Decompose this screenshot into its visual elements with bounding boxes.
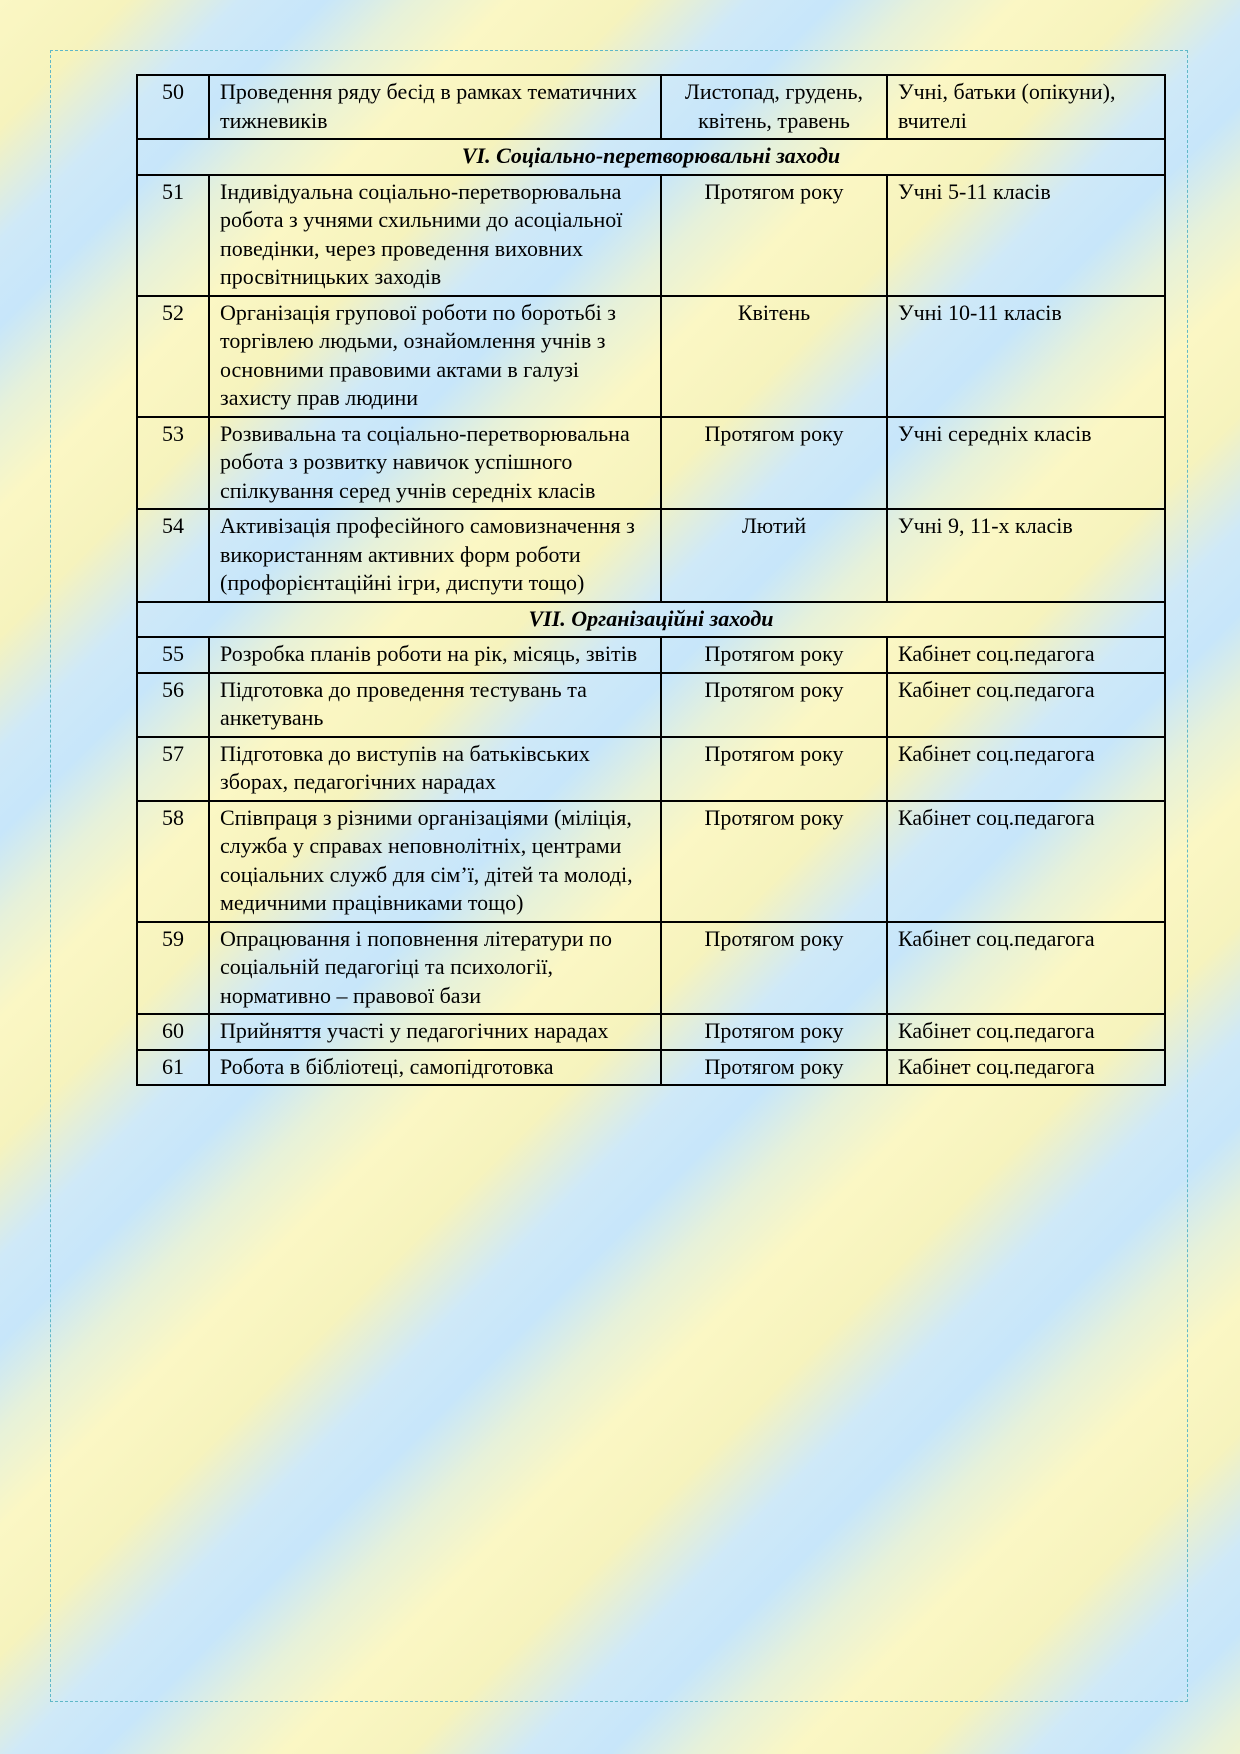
row-target: Учні 9, 11-х класів [887, 509, 1165, 602]
table-row [137, 1050, 1165, 1086]
row-target: Кабінет соц.педагога [887, 801, 1165, 922]
table-row [137, 801, 1165, 922]
row-task: Підготовка до проведення тестувань та анкетувань [209, 673, 661, 737]
table-row [137, 637, 1165, 673]
row-task: Робота в бібліотеці, самопідготовка [209, 1050, 661, 1086]
row-term: Протягом року [661, 1050, 887, 1086]
row-number: 51 [137, 175, 209, 296]
row-number: 54 [137, 509, 209, 602]
row-task: Індивідуальна соціально-перетворювальна робота з учнями схильними до асоціальної поведінки, через проведення виховних просвітницьких заходів [209, 175, 661, 296]
row-task: Активізація професійного самовизначення з використанням активних форм роботи (профорієнтаційні ігри, диспути тощо) [209, 509, 661, 602]
row-term: Протягом року [661, 175, 887, 296]
row-target: Учні 10-11 класів [887, 296, 1165, 417]
row-number: 61 [137, 1050, 209, 1086]
row-term: Квітень [661, 296, 887, 417]
row-target: Кабінет соц.педагога [887, 1050, 1165, 1086]
row-number: 52 [137, 296, 209, 417]
row-term: Протягом року [661, 922, 887, 1015]
section-title: VII. Організаційні заходи [137, 602, 1165, 638]
table-row [137, 417, 1165, 510]
row-task: Розвивальна та соціально-перетворювальна робота з розвитку навичок успішного спілкування серед учнів середніх класів [209, 417, 661, 510]
row-target: Учні середніх класів [887, 417, 1165, 510]
row-task: Прийняття участі у педагогічних нарадах [209, 1014, 661, 1050]
section-title: VI. Соціально-перетворювальні заходи [137, 139, 1165, 175]
table-row [137, 175, 1165, 296]
row-task: Опрацювання і поповнення літератури по соціальній педагогіці та психології, нормативно – правової бази [209, 922, 661, 1015]
row-term: Листопад, грудень, квітень, травень [661, 75, 887, 139]
table-row [137, 75, 1165, 139]
table-row [137, 737, 1165, 801]
row-target: Кабінет соц.педагога [887, 673, 1165, 737]
row-term: Протягом року [661, 673, 887, 737]
table-row [137, 509, 1165, 602]
row-number: 58 [137, 801, 209, 922]
row-term: Протягом року [661, 801, 887, 922]
row-task: Співпраця з різними організаціями (міліція, служба у справах неповнолітніх, центрами соціальних служб для сім’ї, дітей та молоді, медичними працівниками тощо) [209, 801, 661, 922]
row-term: Протягом року [661, 637, 887, 673]
row-term: Лютий [661, 509, 887, 602]
row-number: 55 [137, 637, 209, 673]
activity-plan-table [136, 74, 1166, 1086]
row-target: Кабінет соц.педагога [887, 637, 1165, 673]
row-task: Підготовка до виступів на батьківських зборах, педагогічних нарадах [209, 737, 661, 801]
table-row [137, 922, 1165, 1015]
row-target: Учні, батьки (опікуни), вчителі [887, 75, 1165, 139]
row-term: Протягом року [661, 737, 887, 801]
row-term: Протягом року [661, 417, 887, 510]
table-row [137, 296, 1165, 417]
row-task: Розробка планів роботи на рік, місяць, звітів [209, 637, 661, 673]
section-header-row [137, 602, 1165, 638]
row-number: 60 [137, 1014, 209, 1050]
row-number: 57 [137, 737, 209, 801]
row-number: 59 [137, 922, 209, 1015]
row-target: Кабінет соц.педагога [887, 737, 1165, 801]
row-term: Протягом року [661, 1014, 887, 1050]
section-header-row [137, 139, 1165, 175]
row-number: 56 [137, 673, 209, 737]
table-row [137, 673, 1165, 737]
row-number: 50 [137, 75, 209, 139]
row-target: Кабінет соц.педагога [887, 922, 1165, 1015]
table-row [137, 1014, 1165, 1050]
row-task: Організація групової роботи по боротьбі з торгівлею людьми, ознайомлення учнів з основними правовими актами в галузі захисту прав людини [209, 296, 661, 417]
row-target: Кабінет соц.педагога [887, 1014, 1165, 1050]
row-number: 53 [137, 417, 209, 510]
row-task: Проведення ряду бесід в рамках тематичних тижневиків [209, 75, 661, 139]
row-target: Учні 5-11 класів [887, 175, 1165, 296]
